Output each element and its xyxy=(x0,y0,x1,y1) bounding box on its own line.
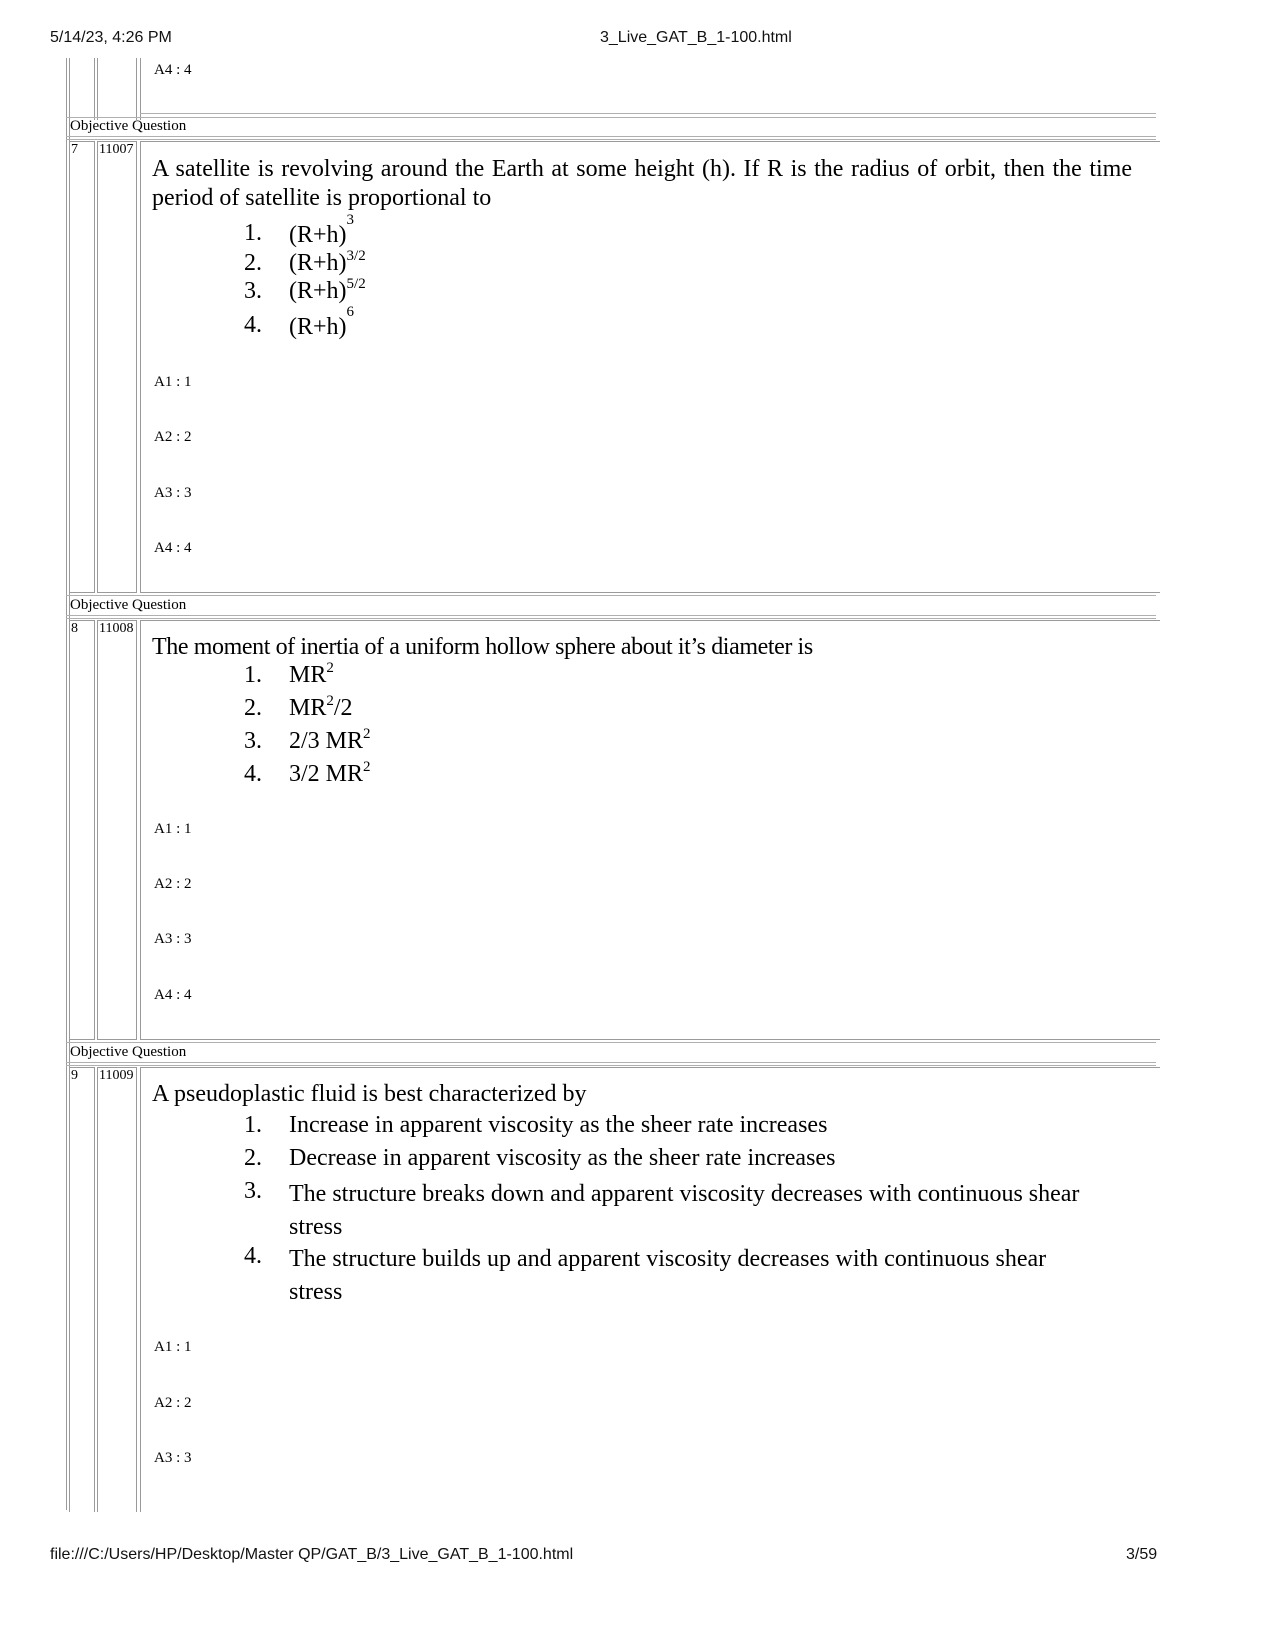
row-separator xyxy=(66,136,1156,137)
option-number: 3. xyxy=(244,1178,262,1204)
print-file-path: file:///C:/Users/HP/Desktop/Master QP/GAT_B/3_Live_GAT_B_1-100.html xyxy=(50,1546,574,1563)
answer-option: A2 : 2 xyxy=(154,1395,192,1411)
row-separator xyxy=(66,615,1156,616)
question-text: A pseudoplastic fluid is best characterized by xyxy=(152,1081,587,1107)
answer-option: A3 : 3 xyxy=(154,931,192,947)
row-separator xyxy=(66,618,1156,619)
section-label: Objective Question xyxy=(70,597,187,613)
row-separator xyxy=(140,113,1156,114)
option-number: 2. xyxy=(244,250,262,276)
option-number: 4. xyxy=(244,312,262,338)
option-text: $MR^2/2$ xyxy=(289,693,353,721)
option-number: 2. xyxy=(244,1145,262,1171)
section-label: Objective Question xyxy=(70,1044,187,1060)
option-text: $(R+h)^{3/2}$ xyxy=(289,248,366,276)
options-list xyxy=(232,1112,1132,1308)
question-id: 11007 xyxy=(99,142,134,157)
question-number: 9 xyxy=(71,1068,78,1083)
option-text: 3/2 $MR^2$ xyxy=(289,759,371,787)
row-separator xyxy=(66,1042,1156,1043)
option-text: The structure builds up and apparent viscosity decreases with continuous shear stress xyxy=(289,1246,1047,1305)
answer-option: A2 : 2 xyxy=(154,429,192,445)
question-number: 7 xyxy=(71,142,78,157)
option-text: Increase in apparent viscosity as the sheer rate increases xyxy=(289,1112,828,1138)
option-text: $MR^2$ xyxy=(289,660,334,688)
question-id: 11009 xyxy=(99,1068,134,1083)
section-label: Objective Question xyxy=(70,118,187,134)
option-number: 1. xyxy=(244,220,262,246)
option-item xyxy=(232,1112,1132,1145)
answer-option: A4 : 4 xyxy=(154,540,192,556)
cell-divider xyxy=(136,58,137,120)
answer-option: A2 : 2 xyxy=(154,876,192,892)
print-doc-title: 3_Live_GAT_B_1-100.html xyxy=(600,29,792,46)
option-number: 1. xyxy=(244,662,262,688)
question-number-cell xyxy=(69,141,95,593)
answer-option: A4 : 4 xyxy=(154,62,192,78)
answer-option: A1 : 1 xyxy=(154,374,192,390)
question-text: A satellite is revolving around the Earth at some height (h). If R is the radius of orbit, then the time period of satellite is proportional to xyxy=(152,156,1132,211)
option-text: $(R+h)^6$ xyxy=(289,304,355,340)
question-number-cell xyxy=(69,620,95,1040)
question-text: The moment of inertia of a uniform hollow sphere about it’s diameter is xyxy=(152,634,813,660)
answer-option: A3 : 3 xyxy=(154,1450,192,1466)
cell-divider xyxy=(140,58,141,120)
option-number: 3. xyxy=(244,728,262,754)
option-number: 3. xyxy=(244,278,262,304)
option-item xyxy=(232,1243,1132,1308)
option-number: 4. xyxy=(244,1243,262,1269)
answer-option: A1 : 1 xyxy=(154,1339,192,1355)
option-number: 4. xyxy=(244,761,262,787)
question-id: 11008 xyxy=(99,621,134,636)
option-number: 1. xyxy=(244,1112,262,1138)
question-id-cell xyxy=(97,1067,137,1512)
option-text: $(R+h)^3$ xyxy=(289,212,355,248)
option-text: $(R+h)^{5/2}$ xyxy=(289,276,366,304)
row-separator xyxy=(66,1062,1156,1063)
answer-option: A4 : 4 xyxy=(154,987,192,1003)
answer-option: A1 : 1 xyxy=(154,821,192,837)
cell-divider xyxy=(97,58,98,120)
question-number-cell xyxy=(69,1067,95,1512)
row-separator xyxy=(66,595,1156,596)
option-item xyxy=(232,1145,1132,1178)
row-separator xyxy=(66,139,1156,140)
print-page-number: 3/59 xyxy=(1126,1546,1158,1563)
question-id-cell xyxy=(97,141,137,593)
option-text: The structure breaks down and apparent viscosity decreases with continuous shear stress xyxy=(289,1181,1080,1240)
cell-divider xyxy=(94,58,95,120)
answer-option: A3 : 3 xyxy=(154,485,192,501)
option-text: Decrease in apparent viscosity as the sheer rate increases xyxy=(289,1145,836,1171)
question-id-cell xyxy=(97,620,137,1040)
row-separator xyxy=(66,1065,1156,1066)
option-number: 2. xyxy=(244,695,262,721)
row-separator xyxy=(66,117,1156,118)
option-item xyxy=(232,1178,1132,1243)
table-border-left-outer xyxy=(66,58,67,1510)
print-datetime: 5/14/23, 4:26 PM xyxy=(50,29,172,46)
question-number: 8 xyxy=(71,621,78,636)
option-text: 2/3 $MR^2$ xyxy=(289,726,371,754)
